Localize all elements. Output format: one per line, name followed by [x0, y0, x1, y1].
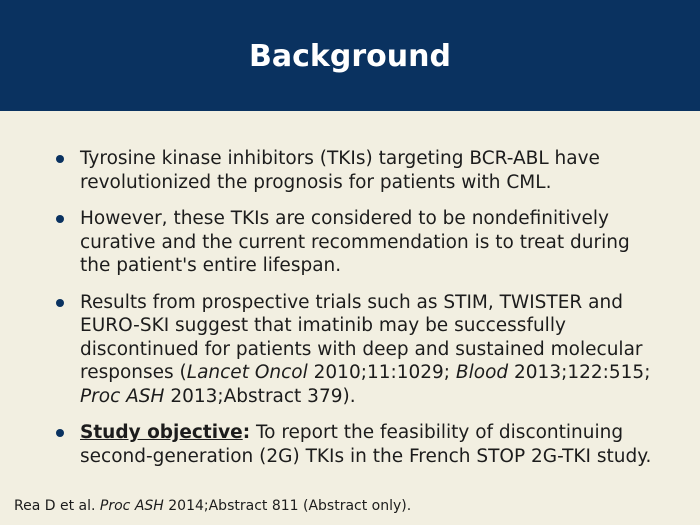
bullet-text: To report the feasibility of discontinuing second-generation (2G) TKIs in the French STOP 2G-TKI study. [80, 422, 652, 467]
objective-colon: : [242, 422, 251, 443]
study-objective-label: Study objective [80, 422, 243, 443]
footnote-details: 2014;Abstract 811 (Abstract only). [163, 498, 412, 514]
journal-name: Blood [455, 362, 509, 383]
bullet-dot-icon [56, 215, 64, 223]
journal-name: Proc ASH [80, 385, 165, 407]
slide-title: Background [249, 39, 451, 74]
bullet-list [56, 147, 656, 481]
footnote-authors: Rea D et al. [14, 498, 100, 514]
citation-text: 2010;11:1029; [307, 362, 456, 383]
bullet-item-trials [56, 291, 656, 409]
title-bar [0, 0, 700, 111]
bullet-dot-icon [56, 155, 64, 163]
footnote-reference [14, 498, 411, 514]
bullet-dot-icon [56, 299, 64, 307]
journal-name: Lancet Oncol [186, 362, 308, 383]
bullet-item-objective [56, 421, 656, 468]
citation-text: 2013;122:515; [508, 362, 651, 383]
bullet-item-curative [56, 207, 656, 278]
bullet-text: Results from prospective trials such as STIM, TWISTER and EURO-SKI suggest that imatinib may be successfully discontinued for patients with deep and sustained molecular responses ( [80, 291, 643, 383]
citation-text: 2013;Abstract 379). [164, 385, 356, 407]
bullet-text: Tyrosine kinase inhibitors (TKIs) targeting BCR-ABL have revolutionized the prognosis for patients with CML. [80, 148, 600, 193]
footnote-journal: Proc ASH [99, 498, 164, 514]
bullet-dot-icon [56, 429, 64, 437]
bullet-text: However, these TKIs are considered to be nondefinitively curative and the current recommendation is to treat during the patient's entire lifespan. [80, 208, 630, 276]
bullet-item-tkis [56, 147, 656, 194]
